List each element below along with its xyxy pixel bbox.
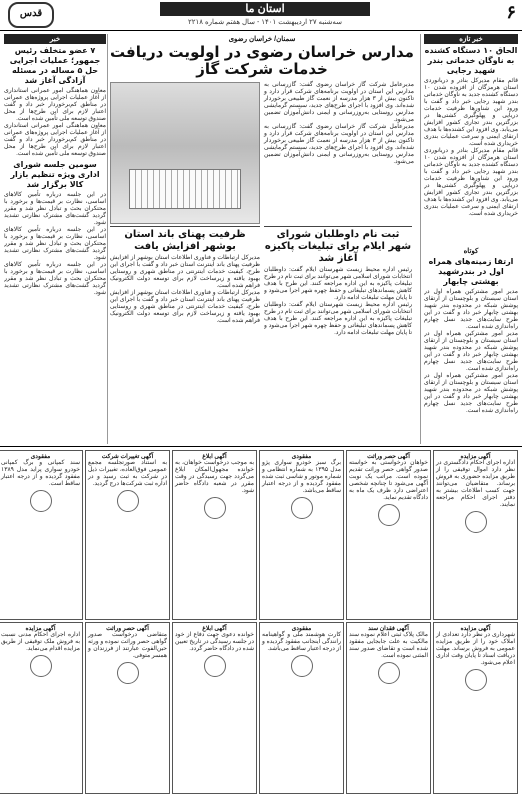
story-a-body-repeat: رئیس اداره محیط زیست شهرستان ایلام گفت: داوطلبان انتخابات شورای اسلامی شهر می‌توانند برای ثبت نام در طرح تبلیغات پاکیزه به این اداره مراجعه کنند. این طرح با هدف کاهش پسماندهای تبلیغاتی و حفظ چهره شهر اجرا می‌شود و تا پایان مهلت تبلیغات ادامه دارد. (264, 302, 412, 336)
story-a (264, 226, 412, 443)
ad-title: مفقودی (291, 626, 312, 632)
right-body-repeat: قائم مقام مدیرکل بنادر و دریانوردی استان هرمزگان از افزوده شدن ۱۰ دستگاه کشنده جدید به ناوگان خدماتی بندر شهید رجایی خبر داد و گفت با ورود این شناورها ظرفیت خدمات دریایی و پهلوگیری کشتی‌ها در بزرگترین بندر تجاری کشور افزایش می‌یابد. وی افزود این کشنده‌ها با هدف ارتقای ایمنی و سرعت عملیات بندری خریداری شده است. (424, 148, 518, 217)
left-body: معاون هماهنگی امور عمرانی استانداری از آغاز عملیات اجرایی پروژه‌های عمرانی در مناطق کم‌برخوردار خبر داد و گفت اعتبار لازم برای این طرح‌ها از محل صندوق توسعه ملی تأمین شده است. (4, 88, 106, 122)
main-kicker: سمنان/ خراسان رضوی (228, 36, 296, 43)
story-b (110, 226, 260, 443)
ad-title: مفقودی (30, 454, 51, 460)
ad-body: متقاضی درخواست صدور گواهی حصر وراثت نموده و ورثه حین‌الفوت عبارتند از فرزندان و همسر متوفی. (88, 632, 167, 659)
ad-body: مالک پلاک ثبتی اعلام نموده سند مالکیت به علت جابجایی مفقود شده است و تقاضای صدور سند المثنی نموده است. (349, 632, 428, 659)
stamp-icon (117, 662, 139, 684)
stamp-icon (204, 497, 226, 519)
right2-headline: ارتقا زمینه‌های همراه اول در بندرشهید بهشتی چابهار (428, 257, 514, 286)
classified-ad (172, 622, 257, 794)
page-number: ۶ (506, 2, 516, 23)
stamp-icon (378, 504, 400, 526)
right-column-2 (424, 246, 518, 446)
ad-body: کارت هوشمند ملی و گواهینامه رانندگی اینجانب مفقود گردیده و از درجه اعتبار ساقط می‌باشد. (262, 632, 341, 652)
story-b-body: مدیرکل ارتباطات و فناوری اطلاعات استان بوشهر از افزایش ظرفیت پهنای باند اینترنت استان خبر داد و گفت با اجرای این طرح، کیفیت خدمات اینترنتی در مناطق شهری و روستایی بهبود یافته و زیرساخت لازم برای توسعه دولت الکترونیک فراهم شده است. (110, 255, 260, 289)
ad-title: آگهی ابلاغ (202, 454, 227, 460)
right-kicker: خبر تازه (424, 34, 518, 44)
stamp-icon (117, 490, 139, 512)
story-a-headline: ثبت نام داوطلبان شورای شهر ایلام برای تبلیغات پاکیزه آغاز شد (264, 229, 412, 264)
ad-title: آگهی فقدان سند (368, 626, 409, 632)
left-body-2: در این جلسه درباره تأمین کالاهای اساسی، نظارت بر قیمت‌ها و برخورد با محتکران بحث و تبادل نظر شد و مقرر گردید گشت‌های مشترک نظارتی تشدید شود. (4, 192, 106, 226)
right-divider (420, 34, 421, 444)
ad-title: آگهی مزایده (460, 626, 491, 632)
ad-body: خواهان درخواستی به خواسته صدور گواهی حصر وراثت تقدیم نموده است. مراتب یک نوبت آگهی می‌شود تا چنانچه شخصی اعتراضی دارد ظرف یک ماه به دادگاه تقدیم نماید. (349, 460, 428, 501)
right-headline: الحاق ۱۰ دستگاه کشنده به ناوگان خدماتی بندر شهید رجایی (424, 46, 518, 75)
ad-title: آگهی حصر وراثت (367, 454, 410, 460)
classified-ad (172, 450, 257, 620)
main-story (110, 34, 414, 224)
stamp-icon (465, 511, 487, 533)
ad-title: آگهی مزایده (25, 626, 56, 632)
section-banner: استان ما (160, 2, 370, 16)
ad-body: شهرداری در نظر دارد تعدادی از املاک خود را از طریق مزایده عمومی به فروش برساند. مهلت دریافت اسناد تا پایان وقت اداری اعلام می‌شود. (436, 632, 515, 666)
story-a-body: رئیس اداره محیط زیست شهرستان ایلام گفت: داوطلبان انتخابات شورای اسلامی شهر می‌توانند برای ثبت نام در طرح تبلیغات پاکیزه به این اداره مراجعه کنند. این طرح با هدف کاهش پسماندهای تبلیغاتی و حفظ چهره شهر اجرا می‌شود و تا پایان مهلت تبلیغات ادامه دارد. (264, 267, 412, 301)
ad-body: اداره اجرای احکام دادگستری در نظر دارد اموال توقیفی را از طریق مزایده حضوری به فروش برساند. متقاضیان می‌توانند جهت کسب اطلاعات بیشتر به دفتر اجرای احکام مراجعه نمایند. (436, 460, 515, 508)
left-body-2-repeat-b: در این جلسه درباره تأمین کالاهای اساسی، نظارت بر قیمت‌ها و برخورد با محتکران بحث و تبادل نظر شد و مقرر گردید گشت‌های مشترک نظارتی تشدید شود. (4, 262, 106, 296)
classified-ad (346, 450, 431, 620)
masthead (0, 0, 522, 30)
radiator-photo (110, 82, 260, 224)
ad-title: آگهی مزایده (460, 454, 491, 460)
classified-ad (259, 622, 344, 794)
classified-ad (259, 450, 344, 620)
stamp-icon (30, 490, 52, 512)
left-headline: ۷ عضو متخلف رئیس جمهور؛ عملیات اجرایی حل ۵ مساله در مسئله آزادگی آغاز شد (9, 46, 101, 85)
stamp-icon (291, 497, 313, 519)
stamp-icon (465, 669, 487, 691)
main-body-repeat: مدیرعامل شرکت گاز خراسان رضوی گفت: گازرسانی به مدارس این استان در اولویت برنامه‌های شرکت قرار دارد و تاکنون بیش از ۳ هزار مدرسه از نعمت گاز طبیعی برخوردار شده‌اند. وی افزود با اجرای طرح‌های جدید، سیستم گرمایشی مدارس روستایی به‌روزرسانی و ایمنی دانش‌آموزان تضمین می‌شود. (264, 124, 414, 165)
ad-body: برگ سبز خودرو سواری پژو مدل ۱۳۹۵ به شماره انتظامی و شماره موتور و شاسی ثبت شده مفقود گردیده و از درجه اعتبار ساقط می‌باشد. (262, 460, 341, 494)
ads-rule (0, 446, 522, 447)
radiator-icon (129, 169, 241, 209)
left-divider (107, 34, 108, 444)
main-headline: مدارس خراسان رضوی در اولویت دریافت خدمات شرکت گاز (110, 43, 414, 78)
ad-body: به موجب درخواست خواهان، به خوانده مجهول‌المکان ابلاغ می‌گردد جهت رسیدگی در وقت مقرر در شعبه دادگاه حاضر شود. (175, 460, 254, 494)
dateline: سه‌شنبه ۲۷ اردیبهشت ۱۴۰۱ - سال هفتم شماره ۲۲۱۸ (187, 19, 343, 26)
classified-ad (433, 622, 518, 794)
ad-body: خوانده دعوی جهت دفاع از خود در جلسه رسیدگی در تاریخ تعیین شده در دادگاه حاضر گردد. (175, 632, 254, 652)
ad-body: سند کمپانی و برگ کمپانی خودرو سواری پراید مدل ۱۳۸۹ مفقود گردیده و از درجه اعتبار ساقط است. (1, 460, 80, 487)
left-headline-2: سومین جلسه شورای اداری ویژه تنظیم بازار کالا برگزار شد (10, 160, 100, 189)
classified-ad (85, 450, 170, 620)
left-body-2-repeat: در این جلسه درباره تأمین کالاهای اساسی، نظارت بر قیمت‌ها و برخورد با محتکران بحث و تبادل نظر شد و مقرر گردید گشت‌های مشترک نظارتی تشدید شود. (4, 227, 106, 261)
right2-body-repeat: مدیر امور مشترکین همراه اول در استان سیستان و بلوچستان از ارتقای پوشش شبکه در محدوده بندر شهید بهشتی چابهار خبر داد و گفت در این طرح سایت‌های جدید نسل چهارم راه‌اندازی شده است. (424, 331, 518, 372)
ad-body: اداره اجرای احکام مدنی نسبت به فروش ملک توقیفی از طریق مزایده اقدام می‌نماید. (1, 632, 80, 652)
right-body: قائم مقام مدیرکل بنادر و دریانوردی استان هرمزگان از افزوده شدن ۱۰ دستگاه کشنده جدید به ناوگان خدماتی بندر شهید رجایی خبر داد و گفت با ورود این شناورها ظرفیت خدمات دریایی و پهلوگیری کشتی‌ها در بزرگترین بندر تجاری کشور افزایش می‌یابد. وی افزود این کشنده‌ها با هدف ارتقای ایمنی و سرعت عملیات بندری خریداری شده است. (424, 78, 518, 147)
stamp-icon (30, 655, 52, 677)
stamp-icon (291, 655, 313, 677)
classified-ad (346, 622, 431, 794)
story-b-body-repeat: مدیرکل ارتباطات و فناوری اطلاعات استان بوشهر از افزایش ظرفیت پهنای باند اینترنت استان خبر داد و گفت با اجرای این طرح، کیفیت خدمات اینترنتی در مناطق شهری و روستایی بهبود یافته و زیرساخت لازم برای توسعه دولت الکترونیک فراهم شده است. (110, 290, 260, 324)
classified-ad (85, 622, 170, 794)
story-b-headline: ظرفیت پهنای باند استان بوشهر افزایش یافت (124, 229, 246, 252)
classified-ad (0, 450, 83, 620)
newspaper-logo: قدس (8, 2, 54, 28)
right-column (424, 34, 518, 244)
right2-body-repeat-b: مدیر امور مشترکین همراه اول در استان سیستان و بلوچستان از ارتقای پوشش شبکه در محدوده بندر شهید بهشتی چابهار خبر داد و گفت در این طرح سایت‌های جدید نسل چهارم راه‌اندازی شده است. (424, 373, 518, 414)
classified-ad (433, 450, 518, 620)
classified-ad (0, 622, 83, 794)
right2-kicker: کوتاه (463, 248, 479, 255)
right2-body: مدیر امور مشترکین همراه اول در استان سیستان و بلوچستان از ارتقای پوشش شبکه در محدوده بندر شهید بهشتی چابهار خبر داد و گفت در این طرح سایت‌های جدید نسل چهارم راه‌اندازی شده است. (424, 289, 518, 330)
left-column (4, 34, 106, 444)
stamp-icon (204, 655, 226, 677)
left-kicker: خبر (4, 34, 106, 44)
ad-body: به استناد صورتجلسه مجمع عمومی فوق‌العاده، تغییرات ذیل در شرکت به ثبت رسید و در اداره ثبت شرکت‌ها درج گردید. (88, 460, 167, 487)
left-body-repeat: معاون هماهنگی امور عمرانی استانداری از آغاز عملیات اجرایی پروژه‌های عمرانی در مناطق کم‌برخوردار خبر داد و گفت اعتبار لازم برای این طرح‌ها از محل صندوق توسعه ملی تأمین شده است. (4, 123, 106, 157)
main-body: مدیرعامل شرکت گاز خراسان رضوی گفت: گازرسانی به مدارس این استان در اولویت برنامه‌های شرکت قرار دارد و تاکنون بیش از ۳ هزار مدرسه از نعمت گاز طبیعی برخوردار شده‌اند. وی افزود با اجرای طرح‌های جدید، سیستم گرمایشی مدارس روستایی به‌روزرسانی و ایمنی دانش‌آموزان تضمین می‌شود. (264, 82, 414, 123)
ad-title: آگهی ابلاغ (202, 626, 227, 632)
stamp-icon (378, 662, 400, 684)
ad-title: مفقودی (291, 454, 312, 460)
ad-title: آگهی حصر وراثت (106, 626, 149, 632)
ad-title: آگهی تغییرات شرکت (101, 454, 154, 460)
header-rule (0, 30, 522, 31)
